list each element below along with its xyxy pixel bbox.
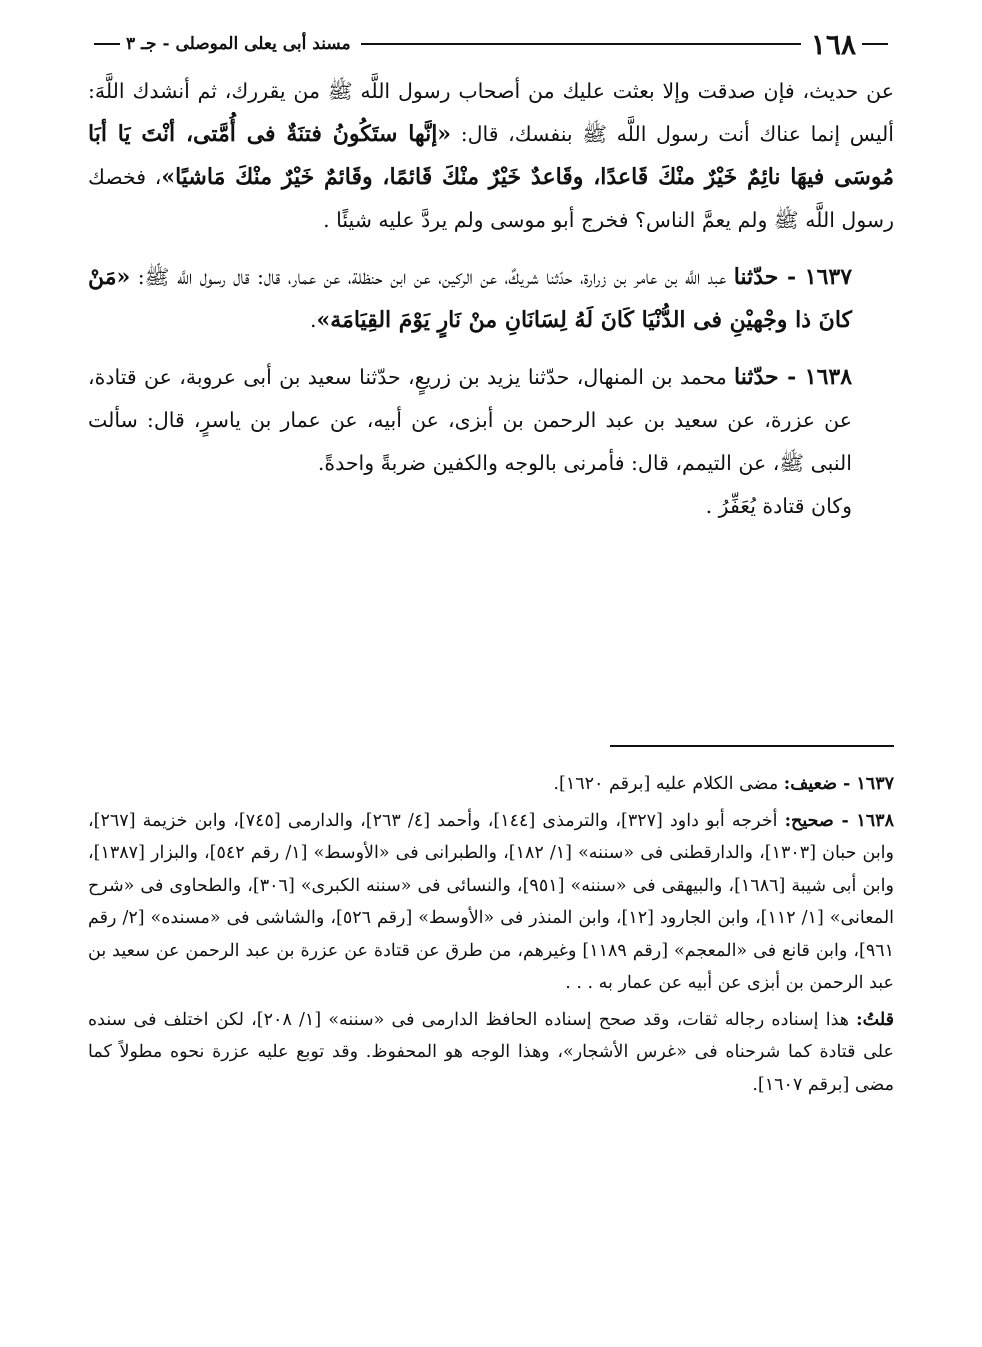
prophetic-quote: «إنَّها ستَكُونُ فتنَةٌ فى أُمَّتى، أنْتَ يَا أبَا مُوسَى فيهَا نائِمٌ خَيْرٌ منْكَ قَاعدًا، وقَاعدٌ خَيْرٌ منْكَ قَائمًا، وقَائمٌ خَيْرٌ منْكَ مَاشيًا»: [88, 121, 894, 190]
footnote-label: ١٦٣٨ - صحيح:: [784, 810, 894, 831]
hadith-1637: [88, 256, 894, 342]
hadith-note: وكان قتادة يُعَفِّرُ .: [705, 494, 852, 518]
footnote-label: قلتُ:: [856, 1009, 894, 1030]
footnotes: [88, 768, 894, 1101]
paragraph-tail: ، فخصك رسول اللَّه ﷺ ولم يعمَّ الناس؟ فخرج أبو موسى ولم يردَّ عليه شيئًا .: [88, 165, 894, 232]
footnote-1638: [88, 805, 894, 1000]
hadith-end: .: [309, 308, 317, 332]
paragraph-text: عن حديث، فإن صدقت وإلا بعثت عليك من أصحاب رسول اللَّه ﷺ من يقررك، ثم أنشدك اللَّهَ: أليس إنما عناك أنت رسول اللَّه ﷺ بنفسك، قال:: [88, 79, 894, 146]
main-text: [88, 70, 894, 528]
hadith-1638: [88, 356, 894, 485]
hadith-number: ١٦٣٨ - حدّثنا: [734, 364, 853, 390]
page-number: ١٦٨: [810, 27, 856, 61]
page-header: [88, 26, 894, 62]
prophetic-quote: «مَنْ كانَ ذا وجْهيْنِ فى الدُّنْيَا كَانَ لَهُ لِسَانَانِ منْ نَارٍ يَوْمَ القِيَامَة»: [88, 264, 852, 333]
footnote-text: هذا إسناده رجاله ثقات، وقد صحح إسناده الحافظ الدارمى فى «سننه» [١/ ٢٠٨]، لكن اختلف فى سنده على قتادة كما شرحناه فى «غرس الأشجار»، وهذا الوجه هو المحفوظ. وقد توبع عليه عزرة نحوه مطولاً كما مضى [برقم ١٦٠٧].: [88, 1009, 894, 1095]
footnote-label: ١٦٣٧ - ضعيف:: [783, 774, 894, 794]
hadith-number: ١٦٣٧ - حدّثنا: [733, 264, 853, 290]
running-title: مسند أبى يعلى الموصلى - جـ ٣: [126, 34, 351, 54]
hadith-text: محمد بن المنهال، حدّثنا يزيد بن زريعٍ، حدّثنا سعيد بن أبى عروبة، عن قتادة، عن عزرة، عن سعيد بن عبد الرحمن بن أبزى، عن أبيه، عن عمار بن ياسرٍ، قال: سألت النبى ﷺ، عن التيمم، قال: فأمرنى بالوجه والكفين ضربةً واحدةً.: [88, 365, 852, 475]
footnote-text: أخرجه أبو داود [٣٢٧]، والترمذى [١٤٤]، وأحمد [٤/ ٢٦٣]، والدارمى [٧٤٥]، وابن خزيمة [٢٦٧]، وابن حبان [١٣٠٣]، والدارقطنى فى «سننه» [١/ ١٨٢]، والطبرانى فى «الأوسط» [١/ رقم ٥٤٢]، والبزار [١٣٨٧]، وابن أبى شيبة [١٦٨٦]، والبيهقى فى «سننه» [٩٥١]، والنسائى فى «سننه الكبرى» [٣٠٦]، والطحاوى فى «شرح المعانى» [١/ ١١٢]، وابن الجارود [١٢]، وابن المنذر فى «الأوسط» [رقم ٥٢٦]، والشاشى فى «مسنده» [٢/ رقم ٩٦١]، وابن قانع فى «المعجم» [رقم ١١٨٩] وغيرهم، من طرق عن قتادة عن عزرة بن عبد الرحمن عن سعيد بن عبد الرحمن بن أبزى عن أبيه عن عمار به . . .: [88, 810, 895, 993]
footnote-text: مضى الكلام عليه [برقم ١٦٢٠].: [553, 774, 784, 794]
header-rule: [361, 43, 801, 45]
footnote-separator: [610, 745, 894, 747]
header-dash: [862, 43, 888, 45]
paragraph-continuation: [88, 70, 894, 242]
footnote-1637: [88, 768, 894, 801]
header-dash-end: [94, 43, 120, 45]
footnote-comment: [88, 1004, 894, 1102]
hadith-text: عبد اللَّه بن عامر بن زرارة، حدّثنا شريكٌ، عن الركين، عن ابن حنظلة، عن عمار، قال: قال رسول اللَّه ﷺ:: [130, 265, 734, 289]
